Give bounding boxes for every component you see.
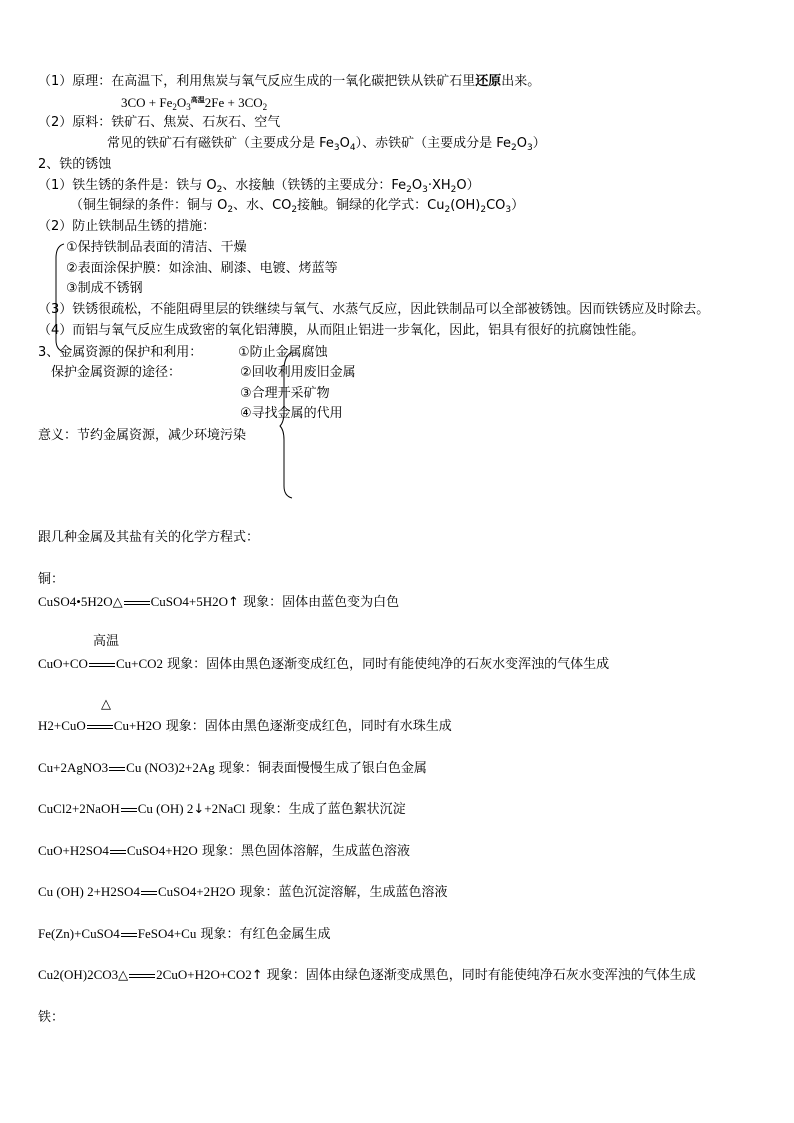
measure-item: ①保持铁制品表面的清洁、干燥	[66, 240, 247, 255]
way-item: ②回收利用废旧金属	[240, 365, 356, 380]
equation-line: Cu (OH) 2+H2SO4 CuSO4+2H2O 现象：蓝色沉淀溶解，生成蓝色溶液	[38, 884, 448, 900]
materials-line: （2）原料：铁矿石、焦炭、石灰石、空气	[38, 115, 281, 130]
equation-line: H2+CuO Cu+H2O 现象：固体由黑色逐渐变成红色，同时有水珠生成	[38, 718, 452, 734]
rusting-heading: 2、铁的锈蚀	[38, 157, 112, 172]
way-item: ③合理开采矿物	[240, 386, 330, 401]
significance-line: 意义：节约金属资源，减少环境污染	[38, 428, 247, 443]
rust-condition-line: （1）铁生锈的条件是：铁与 $O_2$、水接触（铁锈的主要成分：$Fe_2O_3\cdot XH_2O$）	[38, 178, 480, 195]
equation-line: Cu+2AgNO3 Cu (NO3)2+2Ag 现象：铜表面慢慢生成了银白色金属	[38, 760, 427, 776]
smelting-equation: $3CO + Fe_2O_3^{高温}2Fe + 3CO_2$	[121, 95, 268, 112]
equation-line: CuSO4•5H2O△ CuSO4+5H2O↑ 现象：固体由蓝色变为白色	[38, 594, 400, 610]
equation-line: Cu2(OH)2CO3△ 2CuO+H2O+CO2↑ 现象：固体由绿色逐渐变成黑色，同时有能使纯净石灰水变浑浊的气体生成	[38, 967, 696, 983]
iron-label: 铁：	[38, 1010, 65, 1025]
equation-line: Fe(Zn)+CuSO4 FeSO4+Cu 现象：有红色金属生成	[38, 926, 331, 942]
prevention-heading: （2）防止铁制品生锈的措施：	[38, 219, 216, 234]
way-item: ④寻找金属的代用	[240, 406, 343, 421]
measure-item: ②表面涂保护膜：如涂油、刷漆、电镀、烤蓝等	[66, 261, 338, 276]
high-temp-label: 高温	[93, 634, 120, 649]
equations-intro: 跟几种金属及其盐有关的化学方程式：	[38, 530, 260, 545]
resources-heading: 3、金属资源的保护和利用：	[38, 345, 203, 360]
ore-line: 常见的铁矿石有磁铁矿（主要成分是 $Fe_3O_4$）、赤铁矿（主要成分是 $Fe_2O_3$）	[107, 136, 546, 153]
protection-ways-label: 保护金属资源的途径：	[51, 365, 182, 380]
high-temp-condition: 高温	[190, 96, 205, 104]
heat-condition: △	[101, 697, 111, 712]
copper-rust-line: （铜生铜绿的条件：铜与 $O_2$、水、$CO_2$接触。铜绿的化学式：$Cu_2(OH)_2CO_3$）	[70, 198, 525, 215]
principle-line: （1）原理：在高温下，利用焦炭与氧气反应生成的一氧化碳把铁从铁矿石里还原出来。	[38, 74, 541, 89]
equation-line: CuCl2+2NaOH Cu (OH) 2↓+2NaCl 现象：生成了蓝色絮状沉淀	[38, 801, 406, 817]
point-4: （4）而铝与氧气反应生成致密的氧化铝薄膜，从而阻止铝进一步氧化，因此，铝具有很好的抗腐蚀性能。	[38, 323, 645, 338]
measure-item: ③制成不锈钢	[66, 281, 143, 296]
copper-label: 铜：	[38, 572, 65, 587]
point-3: （3）铁锈很疏松，不能阻碍里层的铁继续与氧气、水蒸气反应，因此铁制品可以全部被锈蚀。因而铁锈应及时除去。	[38, 302, 710, 317]
equation-line: CuO+H2SO4 CuSO4+H2O 现象：黑色固体溶解，生成蓝色溶液	[38, 843, 410, 859]
equation-line: CuO+CO Cu+CO2 现象：固体由黑色逐渐变成红色，同时有能使纯净的石灰水变浑浊的气体生成	[38, 656, 610, 672]
way-item: ①防止金属腐蚀	[238, 345, 328, 360]
